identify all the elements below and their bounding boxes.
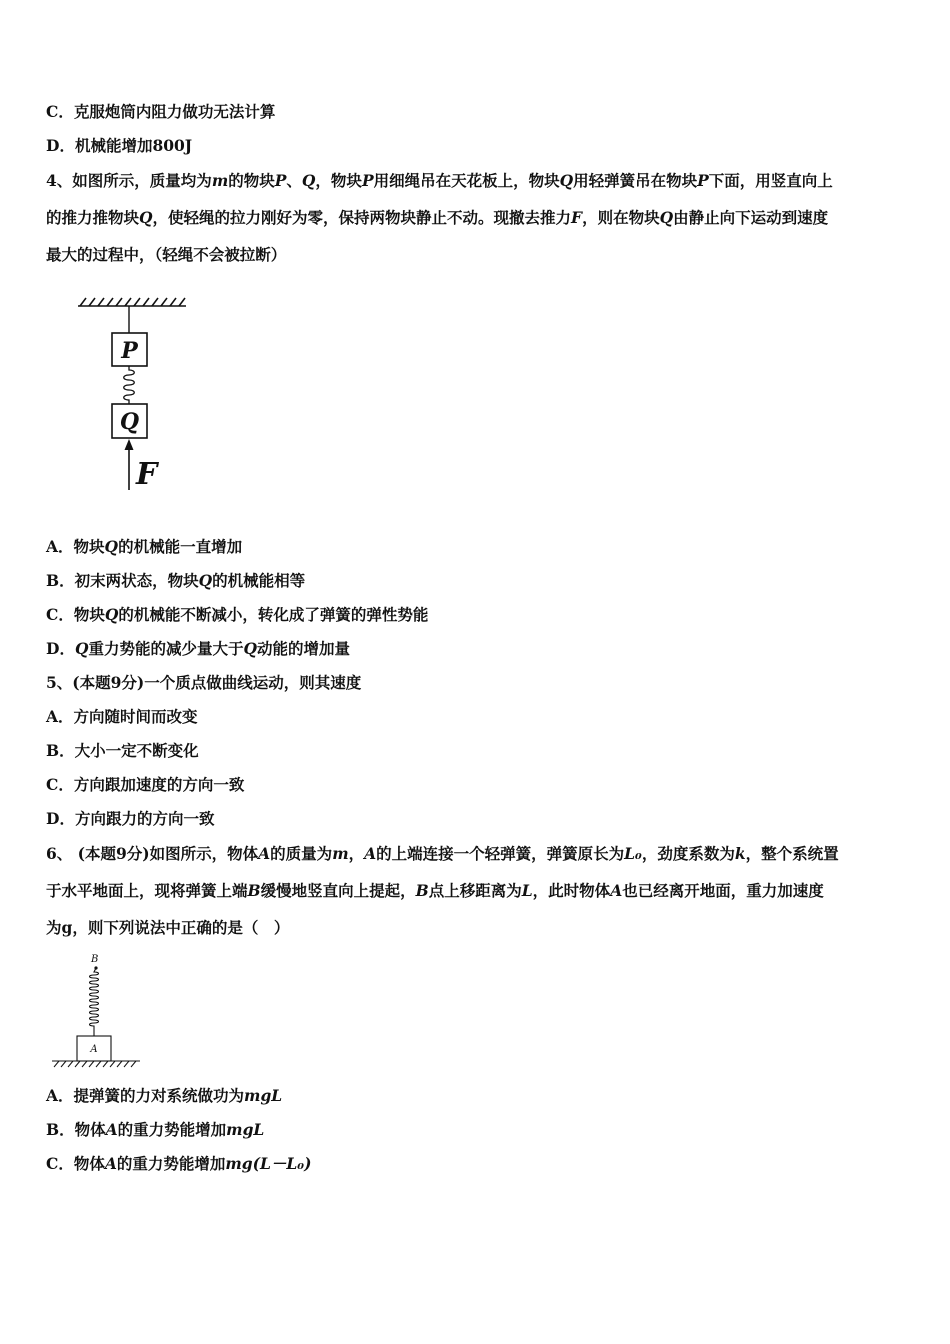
option-text: 方向跟力的方向一致: [74, 809, 215, 828]
question-number: 4、: [46, 171, 73, 190]
stem-text: ，则在物块: [582, 208, 660, 227]
stem-text: 下面，用竖直向上: [708, 171, 833, 190]
q5-option-a: [46, 706, 198, 728]
var-p: P: [697, 171, 709, 190]
option-label: B．: [46, 741, 75, 760]
q4-option-a: [46, 536, 242, 558]
stem-text: 的质量为: [270, 844, 333, 863]
stem-text: ，此时物体: [532, 881, 611, 900]
stem-text: 的上端连接一个轻弹簧，弹簧原长为: [376, 844, 625, 863]
var-l: L: [521, 881, 533, 900]
stem-text: 5、(本题9分)一个质点做曲线运动，则其速度: [46, 673, 362, 692]
var-q: Q: [104, 537, 119, 556]
stem-text: 于水平地面上，现将弹簧上端: [46, 881, 248, 900]
option-label: B．: [46, 571, 75, 590]
option-label: D．: [46, 136, 75, 155]
stem-text: ，: [348, 844, 365, 863]
var-q: Q: [74, 639, 89, 658]
stem-text: 的物块: [228, 171, 275, 190]
var-q: Q: [659, 208, 674, 227]
stem-text: 为g，则下列说法中正确的是（ ）: [46, 918, 290, 937]
block-a-label: A: [90, 1044, 98, 1055]
stem-text: ，物块: [315, 171, 362, 190]
var-q: Q: [559, 171, 574, 190]
ground-hatch: [52, 1061, 140, 1067]
var-q: Q: [104, 605, 119, 624]
option-text: 大小一定不断变化: [74, 741, 199, 760]
stem-text: 的推力推物块: [46, 208, 140, 227]
option-text: 物体: [73, 1154, 105, 1173]
q3-option-d: [46, 135, 192, 157]
option-label: C．: [46, 102, 74, 121]
option-text: 动能的增加量: [257, 639, 351, 658]
q6-option-c: [46, 1153, 311, 1175]
q4-option-c: [46, 604, 428, 626]
var-m: m: [332, 844, 349, 863]
stem-text: 最大的过程中，（轻绳不会被拉断）: [46, 245, 287, 264]
option-text: 提弹簧的力对系统做功为: [73, 1086, 245, 1105]
block-q-label: Q: [119, 409, 140, 435]
var-q: Q: [139, 208, 153, 227]
var-a: A: [364, 844, 377, 863]
option-text: 物体: [74, 1120, 106, 1139]
q4-stem-line1: [46, 170, 833, 192]
stem-text: ，使轻绳的拉力刚好为零，保持两物块静止不动。现撤去推力: [152, 208, 572, 227]
stem-text: 用轻弹簧吊在物块: [573, 171, 698, 190]
option-label: C．: [46, 605, 74, 624]
option-label: C．: [46, 775, 74, 794]
option-label: C．: [46, 1154, 74, 1173]
stem-text: 用细绳吊在天花板上，物块: [373, 171, 560, 190]
option-text: 的重力势能增加: [116, 1154, 226, 1173]
option-text: 方向跟加速度的方向一致: [73, 775, 245, 794]
stem-text: 点上移距离为: [428, 881, 522, 900]
q6-stem-line3: [46, 917, 289, 939]
option-text: 物块: [73, 605, 105, 624]
q6-stem-line2: [46, 880, 824, 902]
var-p: P: [361, 171, 374, 190]
option-text: 克服炮筒内阻力做功无法计算: [73, 102, 276, 121]
var-q: Q: [243, 639, 257, 658]
expr: mg(L－L₀): [225, 1154, 312, 1173]
q4-figure: [70, 290, 200, 500]
option-label: A．: [46, 1086, 74, 1105]
var-a: A: [610, 881, 623, 900]
stem-text: 如图所示，质量均为: [72, 171, 212, 190]
q5-option-d: [46, 808, 214, 830]
stem-text: 6、 (本题9分)如图所示，物体: [46, 844, 259, 863]
q3-option-c: [46, 101, 275, 123]
point-b-label: B: [91, 954, 99, 965]
option-label: B．: [46, 1120, 75, 1139]
q6-stem-line1: [46, 843, 839, 865]
q5-stem: [46, 672, 361, 694]
var-q: Q: [198, 571, 213, 590]
option-text: 的机械能相等: [212, 571, 306, 590]
expr: mgL: [244, 1086, 283, 1105]
option-label: D．: [46, 809, 75, 828]
option-text: 的机械能一直增加: [118, 537, 243, 556]
var-a: A: [105, 1120, 118, 1139]
option-text: 方向随时间而改变: [73, 707, 198, 726]
stem-text: ，整个系统置: [745, 844, 839, 863]
var-m: m: [211, 171, 229, 190]
spring: [124, 366, 135, 404]
option-text: 初末两状态，物块: [74, 571, 199, 590]
q4-stem-line2: [46, 207, 828, 229]
var-a: A: [104, 1154, 117, 1173]
q4-option-b: [46, 570, 305, 592]
var-a: A: [258, 844, 271, 863]
var-l0: L₀: [624, 844, 642, 863]
option-text: 的机械能不断减小，转化成了弹簧的弹性势能: [118, 605, 429, 624]
ceiling-hatch: [78, 298, 186, 306]
force-label: F: [136, 457, 158, 492]
option-text: 重力势能的减少量大于: [88, 639, 244, 658]
var-b: B: [415, 881, 429, 900]
q5-option-c: [46, 774, 244, 796]
option-label: A．: [46, 707, 74, 726]
var-f: F: [571, 208, 583, 227]
q4-stem-line3: [46, 244, 286, 266]
var-k: k: [734, 844, 746, 863]
block-p-label: P: [121, 338, 138, 364]
q4-option-d: [46, 638, 350, 660]
q6-option-a: [46, 1085, 282, 1107]
stem-text: ，劲度系数为: [641, 844, 735, 863]
option-text: 物块: [73, 537, 105, 556]
var-p: P: [274, 171, 287, 190]
option-text: 的重力势能增加: [117, 1120, 227, 1139]
option-text: 机械能增加800J: [74, 136, 193, 155]
stem-text: 、: [286, 171, 302, 190]
force-arrow-head: [125, 439, 134, 450]
option-label: A．: [46, 537, 74, 556]
stem-text: 缓慢地竖直向上提起，: [260, 881, 416, 900]
q6-figure: [48, 950, 148, 1072]
var-b: B: [247, 881, 261, 900]
expr: mgL: [226, 1120, 265, 1139]
option-label: D．: [46, 639, 75, 658]
q5-option-b: [46, 740, 199, 762]
var-q: Q: [301, 171, 316, 190]
stem-text: 由静止向下运动到速度: [673, 208, 829, 227]
spring: [90, 968, 99, 1036]
q6-option-b: [46, 1119, 264, 1141]
stem-text: 也已经离开地面，重力加速度: [622, 881, 824, 900]
